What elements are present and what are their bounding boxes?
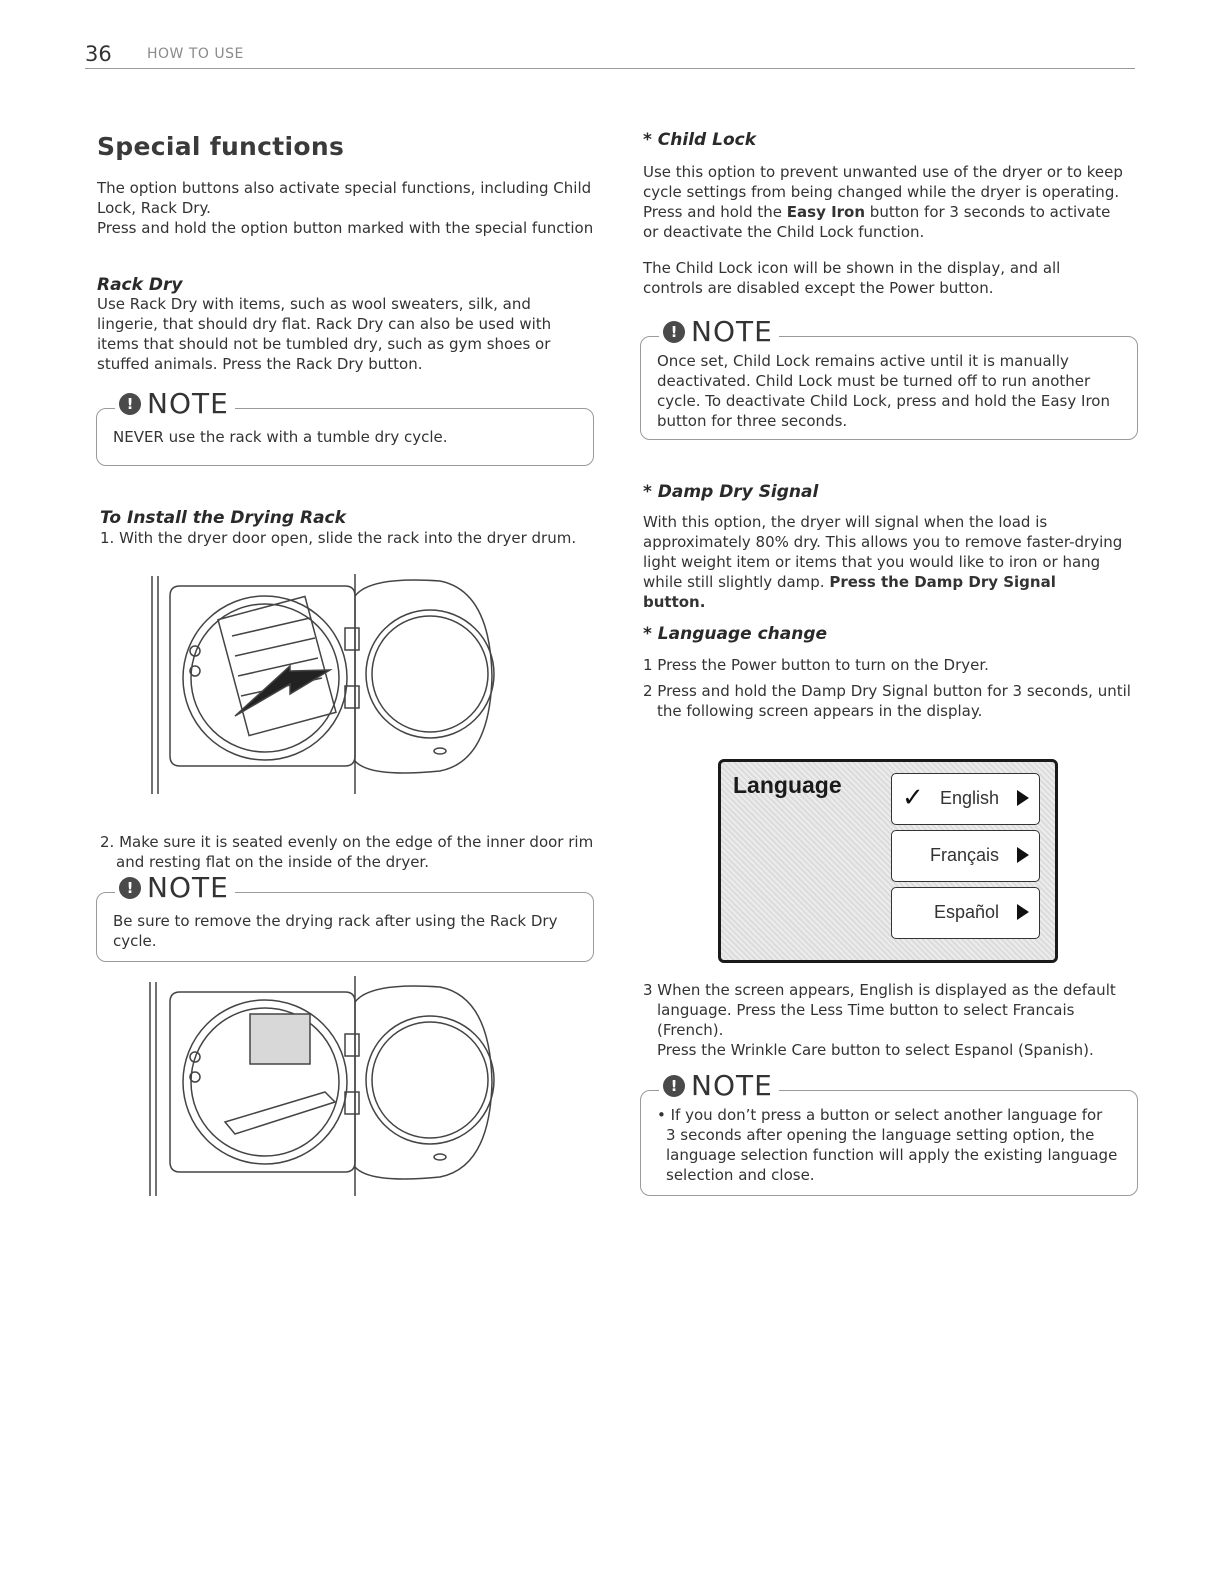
alert-icon: ! (663, 1075, 685, 1097)
language-option-label: Français (929, 845, 999, 865)
checkmark-icon: ✓ (902, 782, 924, 812)
rack-dry-text: Use Rack Dry with items, such as wool sweaters, silk, and lingerie, that should dry flat. Rack Dry can also be used with items that should not be tumbled dry, such as gym shoes or stuffed animals. Press the Rack Dry button. (97, 295, 552, 373)
language-heading: * Language change (643, 624, 828, 644)
language-step-3-line-2: language. Press the Less Time button to select Francais (French). (657, 1001, 1075, 1039)
language-step-3-line-1: 3 When the screen appears, English is displayed as the default (643, 981, 1116, 999)
note-text: Once set, Child Lock remains active until it is manually deactivated. Child Lock must be turned off to run another cycle. To deactivate Child Lock, press and hold the Easy Iron button for three seconds. (657, 352, 1110, 430)
child-lock-heading: * Child Lock (643, 130, 757, 150)
note-title: NOTE (691, 1069, 773, 1102)
note-text: Be sure to remove the drying rack after using the Rack Dry cycle. (113, 912, 558, 950)
intro-paragraph-2: Press and hold the option button marked with the special function (97, 219, 594, 237)
alert-icon: ! (119, 393, 141, 415)
language-option-label: Español (933, 902, 999, 922)
damp-dry-heading: * Damp Dry Signal (643, 482, 819, 502)
play-arrow-icon (1017, 790, 1029, 806)
language-step-2 (643, 681, 1133, 721)
dryer-rack-install-illustration (140, 566, 500, 798)
note-text (657, 1105, 1127, 1185)
note-text: NEVER use the rack with a tumble dry cycle. (113, 428, 448, 446)
note-text-line-2: 3 seconds after opening the language setting option, the language selection function will apply the existing language selection and close. (666, 1126, 1118, 1184)
install-step-2 (100, 832, 600, 872)
language-step-2-line-1: 2 Press and hold the Damp Dry Signal button for 3 seconds, until (643, 682, 1131, 700)
page-number: 36 (85, 42, 112, 66)
language-step-2-line-2: the following screen appears in the display. (657, 702, 983, 720)
note-box-remove-rack (96, 871, 594, 962)
damp-dry-instruction: Press the Damp Dry Signal button. (643, 573, 1056, 611)
play-arrow-icon (1017, 847, 1029, 863)
note-box-language (640, 1069, 1138, 1196)
note-header (115, 387, 235, 420)
intro-text (97, 178, 597, 238)
alert-icon: ! (119, 877, 141, 899)
language-screen-title: Language (733, 772, 842, 798)
note-box-rack (96, 387, 594, 466)
language-step-3 (643, 980, 1133, 1060)
note-text-line-1: • If you don’t press a button or select another language for (657, 1106, 1103, 1124)
header-divider (85, 68, 1135, 69)
note-header (659, 315, 779, 348)
play-arrow-icon (1017, 904, 1029, 920)
damp-dry-text (643, 512, 1123, 612)
section-title: HOW TO USE (147, 46, 244, 62)
language-option-label: English (939, 788, 999, 808)
install-rack-heading: To Install the Drying Rack (100, 508, 346, 528)
intro-paragraph-1: The option buttons also activate special functions, including Child Lock, Rack Dry. (97, 179, 592, 217)
child-lock-text-b: button for 3 seconds to activate or deactivate the Child Lock function. (643, 203, 1111, 241)
language-option-francais[interactable] (891, 830, 1040, 882)
page-title: Special functions (97, 132, 345, 161)
note-header (659, 1069, 779, 1102)
easy-iron-label: Easy Iron (786, 203, 866, 221)
install-step-1: 1. With the dryer door open, slide the rack into the dryer drum. (100, 529, 577, 547)
alert-icon: ! (663, 321, 685, 343)
install-step-2-line-1: 2. Make sure it is seated evenly on the edge of the inner door rim (100, 833, 594, 851)
language-option-english[interactable] (891, 773, 1040, 825)
language-option-espanol[interactable] (891, 887, 1040, 939)
note-title: NOTE (691, 315, 773, 348)
install-step-2-line-2: and resting flat on the inside of the dryer. (116, 853, 429, 871)
note-box-child-lock (640, 315, 1138, 440)
child-lock-paragraph-2: The Child Lock icon will be shown in the display, and all controls are disabled except the Power button. (643, 259, 1061, 297)
child-lock-text-a: Use this option to prevent unwanted use of the dryer or to keep cycle settings from being changed while the dryer is operating. Press and hold the (643, 163, 1123, 221)
note-title: NOTE (147, 871, 229, 904)
rack-dry-heading: Rack Dry (97, 275, 183, 295)
note-header (115, 871, 235, 904)
language-step-1: 1 Press the Power button to turn on the Dryer. (643, 656, 989, 674)
damp-dry-description: With this option, the dryer will signal when the load is approximately 80% dry. This allows you to remove faster-drying light weight item or items that you would like to iron or hang while still slightly damp. (643, 513, 1123, 591)
language-step-3-line-3: Press the Wrinkle Care button to select Espanol (Spanish). (657, 1041, 1094, 1059)
note-title: NOTE (147, 387, 229, 420)
child-lock-paragraph-1 (643, 162, 1123, 242)
dryer-rack-seated-illustration (140, 972, 500, 1200)
language-display-screen (718, 759, 1058, 963)
